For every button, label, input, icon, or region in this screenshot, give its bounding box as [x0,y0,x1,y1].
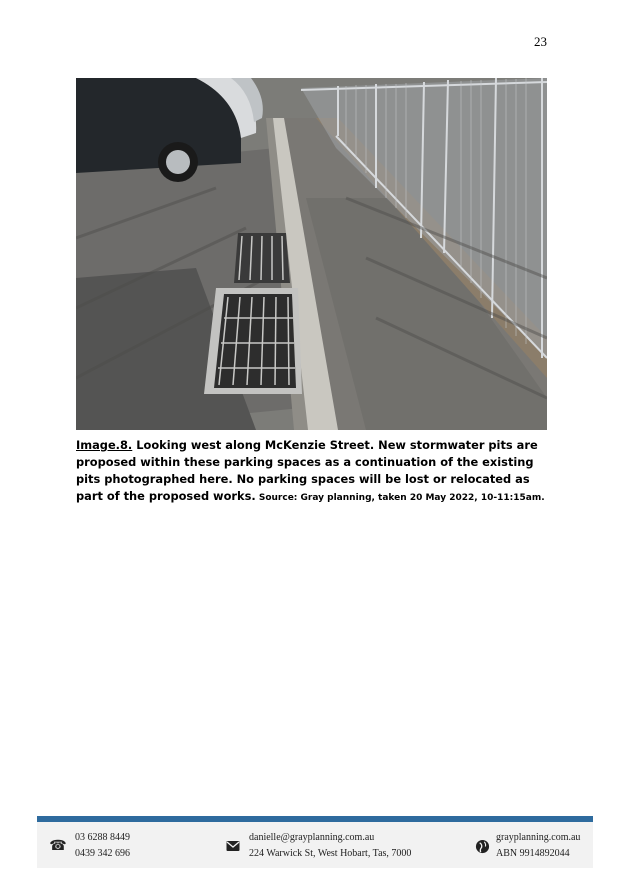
caption-text: Looking west along McKenzie Street. New stormwater pits are proposed within these parking spaces as a continuation of the existing pits photographed here. No parking spaces will be lost or relocated as part of the proposed works. [76,438,538,503]
page-number: 23 [534,34,547,49]
phone-number-2: 0439 342 696 [75,848,130,859]
email-link[interactable]: danielle@grayplanning.com.au [249,832,375,843]
abn-number: ABN 9914892044 [496,848,570,859]
website-link[interactable]: grayplanning.com.au [496,832,581,843]
street-photo [76,78,547,430]
phone-number-1: 03 6288 8449 [75,832,130,843]
envelope-icon [225,838,241,854]
footer-web [496,830,580,862]
phone-icon: ☎ [49,838,67,854]
footer [37,822,593,868]
image-caption [76,437,552,507]
image-reference: Image.8. [76,438,133,452]
caption-source: Source: Gray planning, taken 20 May 2022, 10-11:15am. [255,493,545,503]
globe-icon [474,838,490,854]
footer-contact [249,830,411,862]
street-address: 224 Warwick St, West Hobart, Tas, 7000 [249,848,412,859]
stormwater-pits-photo-illustration [76,78,547,430]
footer-phones [75,830,130,862]
